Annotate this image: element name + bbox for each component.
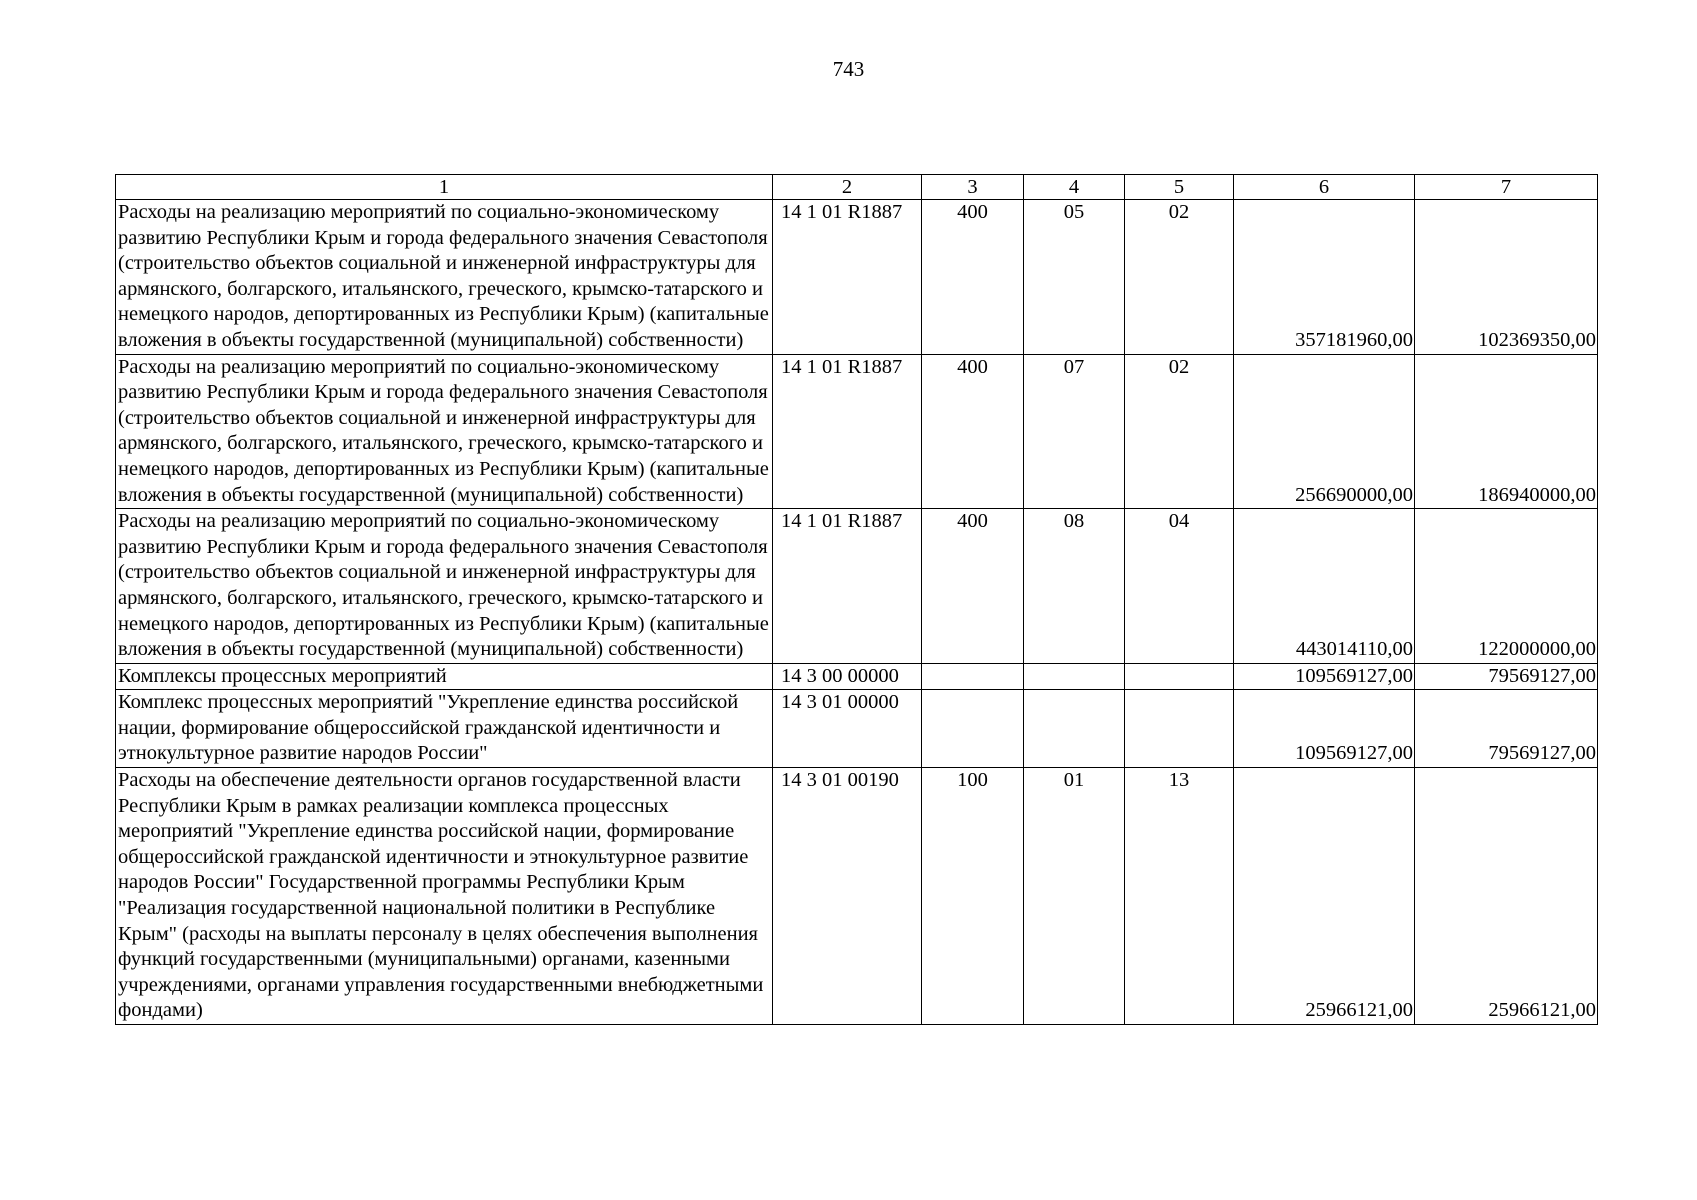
expense-name-cell: Расходы на реализацию мероприятий по социально-экономическому развитию Республики Крым и города федерального значения Севастополя (строительство объектов социальной и инженерной инфраструктуры для армянского, болгарского, итальянского, греческого, крымско-татарского и немецкого народов, депортированных из Республики Крым) (капитальные вложения в объекты государственной (муниципальной) собственности): [116, 354, 773, 509]
expense-name-cell: Расходы на реализацию мероприятий по социально-экономическому развитию Республики Крым и города федерального значения Севастополя (строительство объектов социальной и инженерной инфраструктуры для армянского, болгарского, итальянского, греческого, крымско-татарского и немецкого народов, депортированных из Республики Крым) (капитальные вложения в объекты государственной (муниципальной) собственности): [116, 200, 773, 355]
table-row: [116, 509, 1598, 664]
expense-type-cell: 100: [922, 768, 1024, 1025]
header-cell: 1: [116, 175, 773, 200]
table-row: [116, 768, 1598, 1025]
amount-col6-cell: 25966121,00: [1234, 768, 1415, 1025]
section-cell: 07: [1024, 354, 1125, 509]
table-row: [116, 354, 1598, 509]
target-code-cell: 14 3 01 00000: [773, 690, 922, 768]
target-code-cell: 14 1 01 R1887: [773, 354, 922, 509]
header-cell: 5: [1125, 175, 1234, 200]
expense-name-cell: Комплексы процессных мероприятий: [116, 663, 773, 690]
subsection-cell: 02: [1125, 200, 1234, 355]
subsection-cell: [1125, 690, 1234, 768]
amount-col6-cell: 443014110,00: [1234, 509, 1415, 664]
section-cell: [1024, 663, 1125, 690]
page-number: 743: [832, 57, 865, 81]
amount-col7-cell: 186940000,00: [1415, 354, 1598, 509]
expense-type-cell: [922, 663, 1024, 690]
target-code-cell: 14 3 00 00000: [773, 663, 922, 690]
subsection-cell: [1125, 663, 1234, 690]
table-row: [116, 663, 1598, 690]
header-cell: 2: [773, 175, 922, 200]
section-cell: 01: [1024, 768, 1125, 1025]
expense-type-cell: 400: [922, 509, 1024, 664]
expense-name-cell: Комплекс процессных мероприятий "Укрепление единства российской нации, формирование общероссийской гражданской идентичности и этнокультурное развитие народов России": [116, 690, 773, 768]
table-row: [116, 200, 1598, 355]
target-code-cell: 14 1 01 R1887: [773, 509, 922, 664]
header-cell: 4: [1024, 175, 1125, 200]
header-cell: 6: [1234, 175, 1415, 200]
subsection-cell: 13: [1125, 768, 1234, 1025]
expense-name-cell: Расходы на реализацию мероприятий по социально-экономическому развитию Республики Крым и города федерального значения Севастополя (строительство объектов социальной и инженерной инфраструктуры для армянского, болгарского, итальянского, греческого, крымско-татарского и немецкого народов, депортированных из Республики Крым) (капитальные вложения в объекты государственной (муниципальной) собственности): [116, 509, 773, 664]
section-cell: 08: [1024, 509, 1125, 664]
section-cell: [1024, 690, 1125, 768]
amount-col7-cell: 102369350,00: [1415, 200, 1598, 355]
subsection-cell: 04: [1125, 509, 1234, 664]
amount-col6-cell: 256690000,00: [1234, 354, 1415, 509]
subsection-cell: 02: [1125, 354, 1234, 509]
amount-col7-cell: 122000000,00: [1415, 509, 1598, 664]
budget-table: [115, 174, 1598, 1025]
header-cell: 7: [1415, 175, 1598, 200]
header-row: [116, 175, 1598, 200]
target-code-cell: 14 3 01 00190: [773, 768, 922, 1025]
header-cell: 3: [922, 175, 1024, 200]
expense-name-cell: Расходы на обеспечение деятельности органов государственной власти Республики Крым в рамках реализации комплекса процессных мероприятий "Укрепление единства российской нации, формирование общероссийской гражданской идентичности и этнокультурное развитие народов России" Государственной программы Республики Крым "Реализация государственной национальной политики в Республике Крым" (расходы на выплаты персоналу в целях обеспечения выполнения функций государственными (муниципальными) органами, казенными учреждениями, органами управления государственными внебюджетными фондами): [116, 768, 773, 1025]
table-row: [116, 690, 1598, 768]
amount-col7-cell: 79569127,00: [1415, 663, 1598, 690]
expense-type-cell: [922, 690, 1024, 768]
amount-col6-cell: 357181960,00: [1234, 200, 1415, 355]
expense-type-cell: 400: [922, 354, 1024, 509]
expense-type-cell: 400: [922, 200, 1024, 355]
amount-col7-cell: 25966121,00: [1415, 768, 1598, 1025]
section-cell: 05: [1024, 200, 1125, 355]
amount-col6-cell: 109569127,00: [1234, 690, 1415, 768]
amount-col7-cell: 79569127,00: [1415, 690, 1598, 768]
target-code-cell: 14 1 01 R1887: [773, 200, 922, 355]
amount-col6-cell: 109569127,00: [1234, 663, 1415, 690]
